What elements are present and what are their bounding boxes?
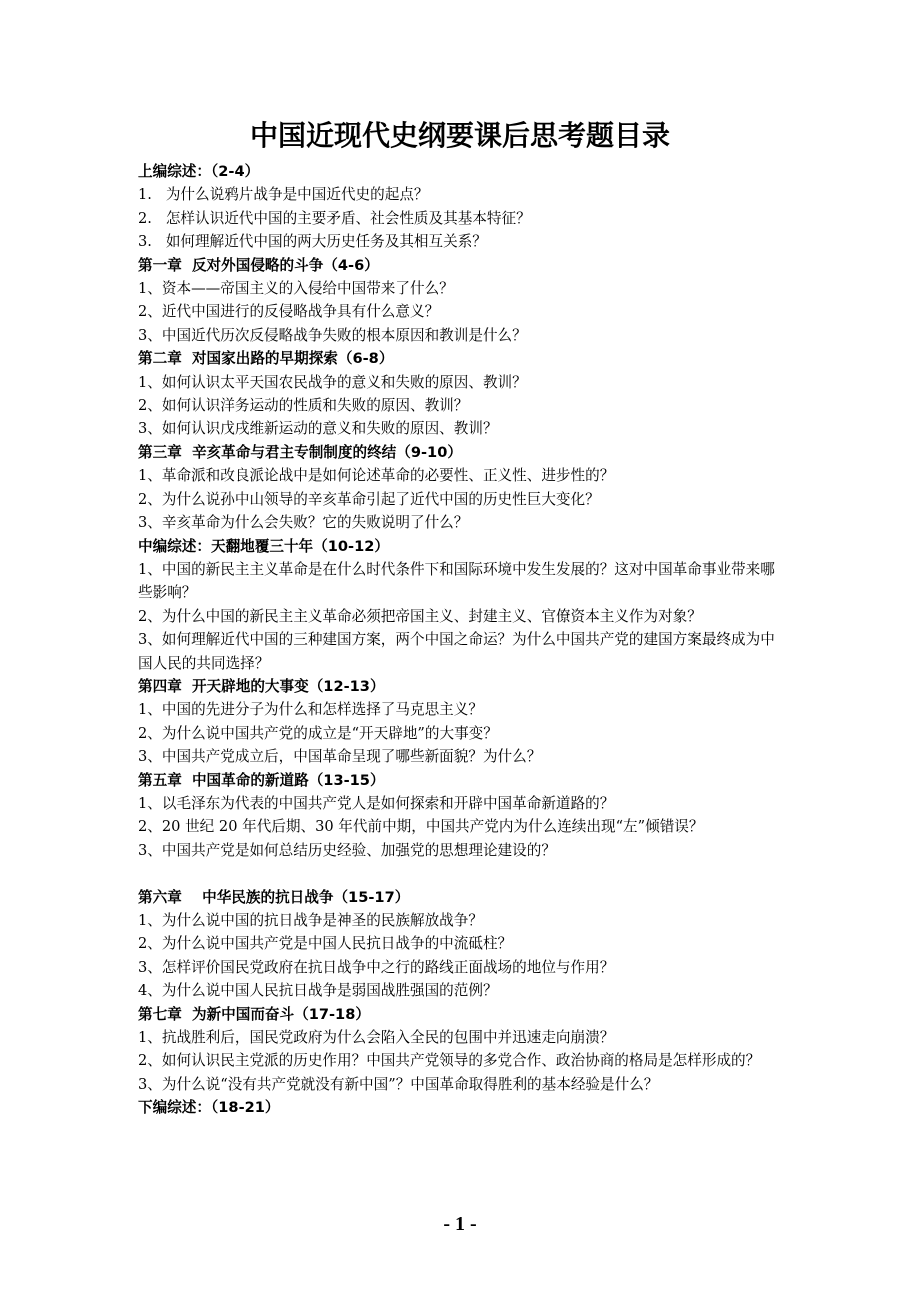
- section-zhongbian: [138, 535, 788, 675]
- section-heading: 第三章 辛亥革命与君主专制制度的终结（9-10）: [138, 443, 462, 461]
- question-item: 3、中国共产党是如何总结历史经验、加强党的思想理论建设的？: [138, 841, 556, 859]
- question-item: 2、为什么中国的新民主主义革命必须把帝国主义、封建主义、官僚资本主义作为对象？: [138, 607, 702, 625]
- question-item: 3、为什么说“没有共产党就没有新中国”？中国革命取得胜利的基本经验是什么？: [138, 1075, 659, 1093]
- section-heading: 第七章 为新中国而奋斗（17-18）: [138, 1005, 370, 1023]
- question-item: 2、为什么说孙中山领导的辛亥革命引起了近代中国的历史性巨大变化？: [138, 490, 600, 508]
- question-item: 1、革命派和改良派论战中是如何论述革命的必要性、正义性、进步性的？: [138, 467, 615, 485]
- section-shangbian: [138, 160, 788, 254]
- blank-line: [138, 862, 788, 885]
- question-item: 2、为什么说中国共产党是中国人民抗日战争的中流砥柱？: [138, 935, 513, 953]
- section-heading: 第一章 反对外国侵略的斗争（4-6）: [138, 256, 379, 274]
- question-item: 4、为什么说中国人民抗日战争是弱国战胜强国的范例？: [138, 982, 498, 1000]
- question-item: 2、如何认识洋务运动的性质和失败的原因、教训？: [138, 397, 469, 415]
- question-item: 2. 怎样认识近代中国的主要矛盾、社会性质及其基本特征？: [138, 209, 531, 227]
- section-chapter-5: [138, 769, 788, 863]
- question-item: 1、抗战胜利后，国民党政府为什么会陷入全民的包围中并迅速走向崩溃？: [138, 1029, 615, 1047]
- question-item: 3、如何理解近代中国的三种建国方案，两个中国之命运？为什么中国共产党的建国方案最终成为中国人民的共同选择？: [138, 631, 775, 672]
- question-item: 2、如何认识民主党派的历史作用？中国共产党领导的多党合作、政治协商的格局是怎样形成的？: [138, 1052, 761, 1070]
- section-heading: 中编综述：天翻地覆三十年（10-12）: [138, 537, 389, 555]
- question-item: 1、资本——帝国主义的入侵给中国带来了什么？: [138, 280, 454, 298]
- question-item: 3、辛亥革命为什么会失败？它的失败说明了什么？: [138, 514, 469, 532]
- question-item: 1、以毛泽东为代表的中国共产党人是如何探索和开辟中国革命新道路的？: [138, 794, 615, 812]
- question-item: 3、中国近代历次反侵略战争失败的根本原因和教训是什么？: [138, 326, 527, 344]
- section-xiabian: [138, 1096, 788, 1119]
- question-item: 1、为什么说中国的抗日战争是神圣的民族解放战争？: [138, 911, 483, 929]
- question-item: 3、如何认识戊戌维新运动的意义和失败的原因、教训？: [138, 420, 498, 438]
- section-heading: 第二章 对国家出路的早期探索（6-8）: [138, 350, 394, 368]
- question-item: 3、中国共产党成立后，中国革命呈现了哪些新面貌？为什么？: [138, 748, 542, 766]
- section-chapter-6: [138, 886, 788, 1003]
- table-of-contents: [138, 160, 788, 1120]
- section-heading: 第六章 中华民族的抗日战争（15-17）: [138, 888, 410, 906]
- question-item: 2、为什么说中国共产党的成立是“开天辟地”的大事变？: [138, 724, 498, 742]
- section-chapter-4: [138, 675, 788, 769]
- page-number: - 1 -: [443, 1213, 477, 1235]
- section-chapter-2: [138, 347, 788, 441]
- question-item: 1、中国的先进分子为什么和怎样选择了马克思主义？: [138, 701, 483, 719]
- section-heading: 第四章 开天辟地的大事变（12-13）: [138, 677, 385, 695]
- question-item: 3. 如何理解近代中国的两大历史任务及其相互关系？: [138, 233, 487, 251]
- question-item: 1、如何认识太平天国农民战争的意义和失败的原因、教训？: [138, 373, 527, 391]
- section-chapter-7: [138, 1003, 788, 1097]
- section-heading: 下编综述：（18-21）: [138, 1099, 280, 1117]
- section-heading: 第五章 中国革命的新道路（13-15）: [138, 771, 385, 789]
- section-chapter-1: [138, 254, 788, 348]
- page-title: 中国近现代史纲要课后思考题目录: [249, 119, 670, 152]
- section-chapter-3: [138, 441, 788, 535]
- question-item: 2、20 世纪 20 年代后期、30 年代前中期，中国共产党内为什么连续出现“左”倾错误？: [138, 818, 704, 836]
- question-item: 3、怎样评价国民党政府在抗日战争中之行的路线正面战场的地位与作用？: [138, 958, 615, 976]
- question-item: 1、中国的新民主主义革命是在什么时代条件下和国际环境中发生发展的？这对中国革命事业带来哪些影响？: [138, 560, 775, 602]
- section-heading: 上编综述：（2-4）: [138, 163, 260, 180]
- question-item: 1. 为什么说鸦片战争是中国近代史的起点？: [138, 186, 429, 204]
- question-item: 2、近代中国进行的反侵略战争具有什么意义？: [138, 303, 440, 321]
